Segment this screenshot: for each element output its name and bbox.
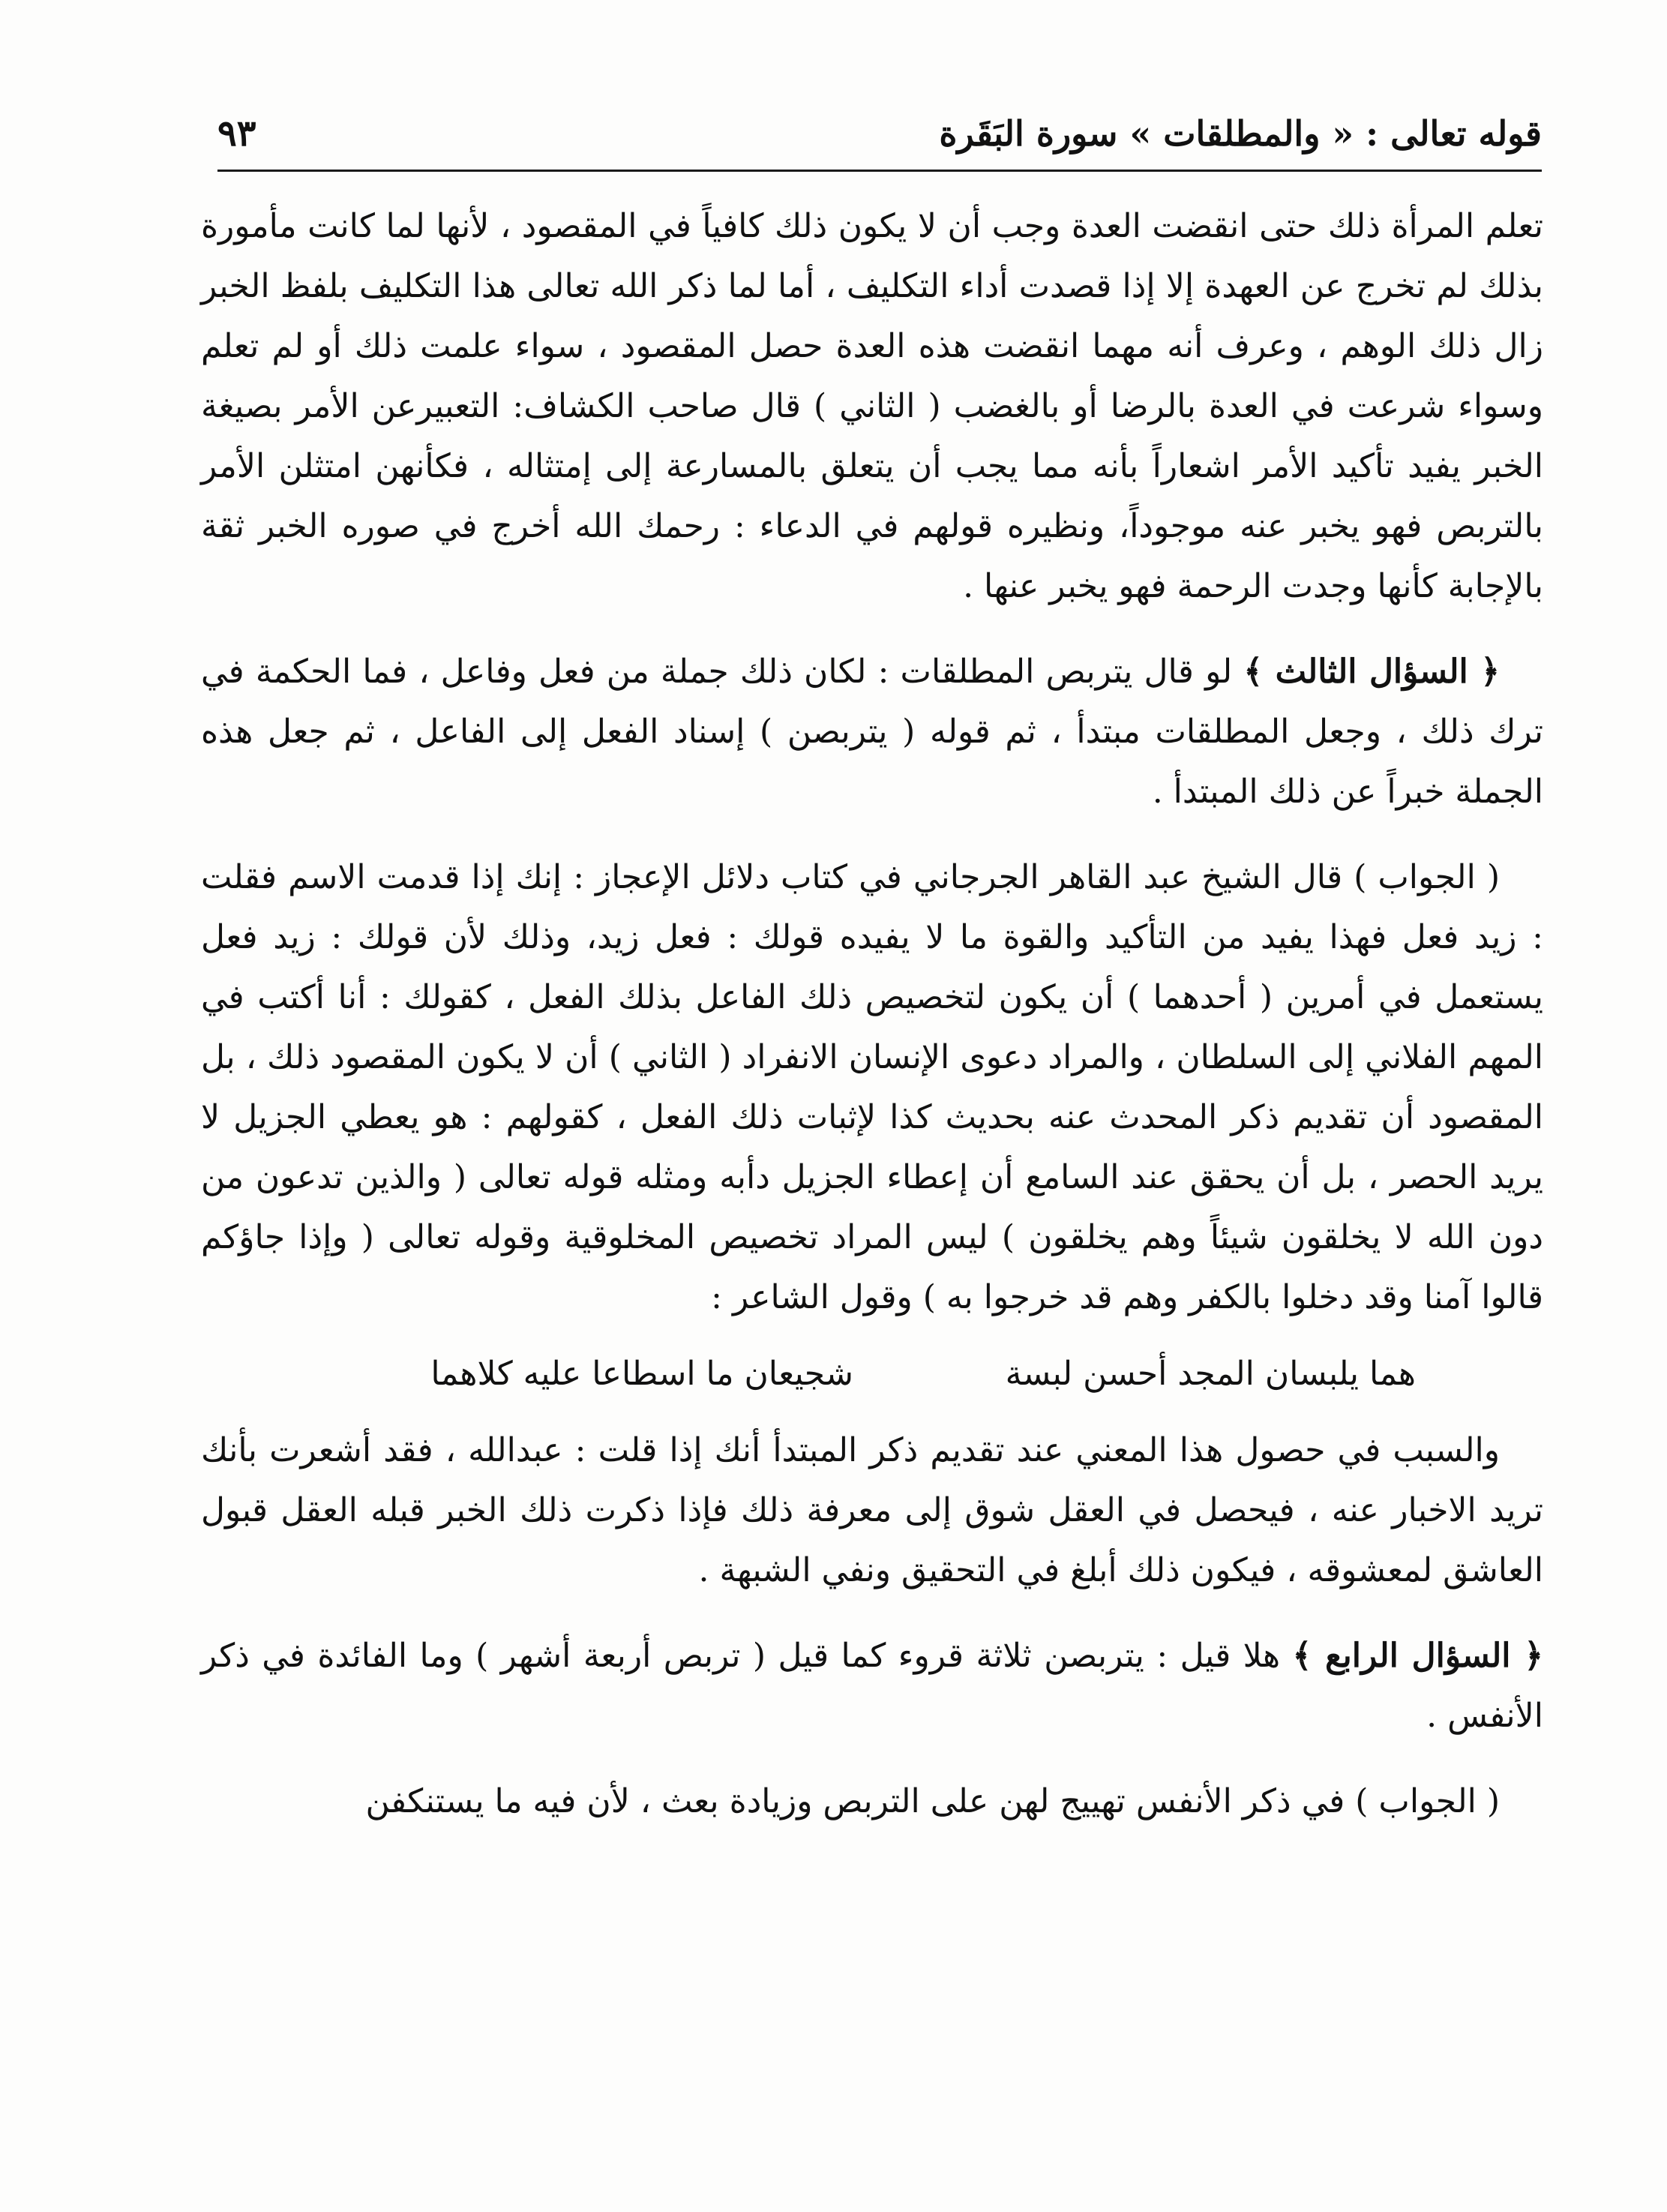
paragraph-answer-4: ( الجواب ) في ذكر الأنفس تهييج لهن على التربص وزيادة بعث ، لأن فيه ما يستنكفن: [365, 1782, 1500, 1820]
verse-first-hemistich: هما يلبسان المجد أحسن لبسة: [1005, 1355, 1416, 1393]
running-header: [217, 104, 1542, 164]
paragraph-4: والسبب في حصول هذا المعني عند تقديم ذكر المبتدأ أنك إذا قلت : عبدالله ، فقد أشعرت بأنك تريد الاخبار عنه ، فيحصل في العقل شوق إلى معرفة ذلك فإذا ذكرت ذلك الخبر قبله العقل قبول العاشق لمعشوقه ، فيكون ذلك أبلغ في التحقيق ونفي الشبهة .: [201, 1431, 1543, 1589]
header-title: قوله تعالى : « والمطلقات » سورة البَقَرة: [939, 113, 1542, 154]
paragraph-answer-3: ( الجواب ) قال الشيخ عبد القاهر الجرجاني في كتاب دلائل الإعجاز : إنك إذا قدمت الاسم فقلت : زيد فعل فهذا يفيد من التأكيد والقوة ما لا يفيده قولك : فعل زيد، وذلك لأن قولك : زيد فعل يستعمل في أمرين ( أحدهما ) أن يكون لتخصيص ذلك الفاعل بذلك الفعل ، كقولك : أنا أكتب في المهم الفلاني إلى السلطان ، والمراد دعوى الإنسان الانفراد ( الثاني ) أن لا يكون المقصود ذلك ، بل المقصود أن تقديم ذكر المحدث عنه بحديث كذا لإثبات ذلك الفعل ، كقولهم : هو يعطي الجزيل لا يريد الحصر ، بل أن يحقق عند السامع أن إعطاء الجزيل دأبه ومثله قوله تعالى ( والذين تدعون من دون الله لا يخلقون شيئاً وهم يخلقون ) ليس المراد تخصيص المخلوقية وقوله تعالى ( وإذا جاؤكم قالوا آمنا وقد دخلوا بالكفر وهم قد خرجوا به ) وقول الشاعر :: [201, 858, 1543, 1316]
question-3-heading: ﴿ السؤال الثالث ﴾: [1243, 653, 1501, 691]
body-text: [201, 197, 1543, 1832]
header-divider: [217, 170, 1542, 172]
page-number: ٩٣: [217, 113, 256, 155]
question-4-heading: ﴿ السؤال الرابع ﴾: [1292, 1637, 1543, 1675]
paragraph-1: تعلم المرأة ذلك حتى انقضت العدة وجب أن لا يكون ذلك كافياً في المقصود ، لأنها لما كانت مأمورة بذلك لم تخرج عن العهدة إلا إذا قصدت أداء التكليف ، أما لما ذكر الله تعالى هذا التكليف بلفظ الخبر زال ذلك الوهم ، وعرف أنه مهما انقضت هذه العدة حصل المقصود ، سواء علمت ذلك أو لم تعلم وسواء شرعت في العدة بالرضا أو بالغضب ( الثاني ) قال صاحب الكشاف: التعبيرعن الأمر بصيغة الخبر يفيد تأكيد الأمر اشعاراً بأنه مما يجب أن يتعلق بالمسارعة إلى إمتثاله ، فكأنهن امتثلن الأمر بالتربص فهو يخبر عنه موجوداً، ونظيره قولهم في الدعاء : رحمك الله أخرج في صوره الخبر ثقة بالإجابة كأنها وجدت الرحمة فهو يخبر عنها .: [201, 207, 1544, 605]
question-4-text: هلا قيل : يتربصن ثلاثة قروء كما قيل ( تربص أربعة أشهر ) وما الفائدة في ذكر الأنفس .: [201, 1637, 1543, 1735]
poetry-verse: [201, 1344, 1543, 1404]
paragraph-question-4: [201, 1626, 1543, 1746]
question-3-text: لو قال يتربص المطلقات : لكان ذلك جملة من فعل وفاعل ، فما الحكمة في ترك ذلك ، وجعل المطلقات مبتدأ ، ثم قوله ( يتربصن ) إسناد الفعل إلى الفاعل ، ثم جعل هذه الجملة خبراً عن ذلك المبتدأ .: [201, 653, 1543, 811]
verse-second-hemistich: شجيعان ما اسطاعا عليه كلاهما: [430, 1355, 853, 1393]
paragraph-question-3: [201, 642, 1543, 822]
